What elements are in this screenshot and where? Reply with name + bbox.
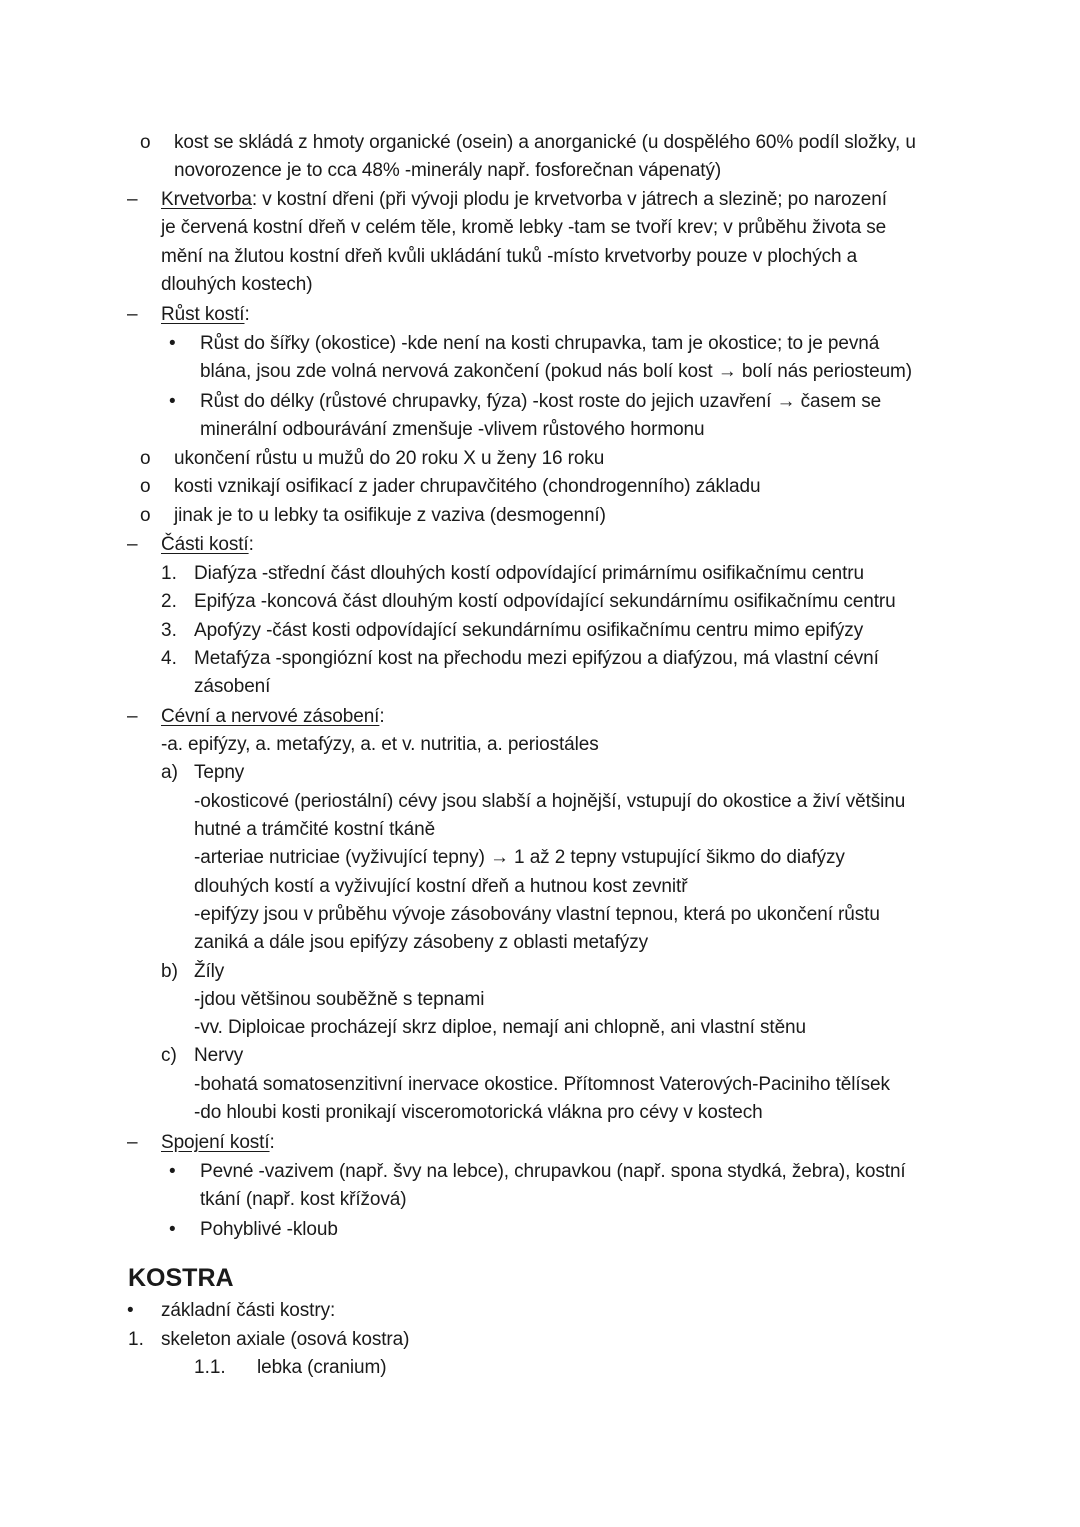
text-line: Pevné -vazivem (např. švy na lebce), chrupavkou (např. spona stydká, žebra), kostní xyxy=(200,1161,906,1182)
text-line: -arteriae nutriciae (vyživující tepny) → 1 až 2 tepny vstupující šikmo do diafýzy xyxy=(194,847,845,868)
list-letter: a) xyxy=(161,762,178,783)
section-title: Růst kostí xyxy=(161,304,245,325)
colon: : xyxy=(244,304,250,325)
colon: : xyxy=(269,1132,275,1153)
text-line: je červená kostní dřeň v celém těle, kromě lebky -tam se tvoří krev; v průběhu života se xyxy=(161,217,887,238)
dash-bullet: – xyxy=(127,534,138,555)
text-line: minerální odbourávání zmenšuje -vlivem růstového hormonu xyxy=(200,419,705,440)
colon: : xyxy=(379,706,385,727)
text-line: mění na žlutou kostní dřeň kvůli ukládání tuků -místo krvetvorby pouze v plochých a xyxy=(161,246,858,267)
colon: : xyxy=(248,534,254,555)
circle-bullet: o xyxy=(140,448,151,469)
text-line: jinak je to u lebky ta osifikuje z vaziva (desmogenní) xyxy=(174,505,606,526)
subsection-title: Tepny xyxy=(194,762,245,783)
list-item: lebka (cranium) xyxy=(257,1357,387,1378)
section-rust xyxy=(161,303,250,327)
circle-bullet: o xyxy=(140,132,151,153)
section-krvetvorba xyxy=(161,188,887,212)
list-item: Metafýza -spongiózní kost na přechodu mezi epifýzou a diafýzou, má vlastní cévní xyxy=(194,648,879,669)
text-line: -do hloubi kosti pronikají visceromotorická vlákna pro cévy v kostech xyxy=(194,1102,763,1123)
list-item: skeleton axiale (osová kostra) xyxy=(161,1329,410,1350)
section-casti xyxy=(161,533,254,557)
text-line: dlouhých kostech) xyxy=(161,274,313,295)
text-line: Růst do délky (růstové chrupavky, fýza) -kost roste do jejich uzavření → časem se xyxy=(200,391,882,412)
text-line: -jdou většinou souběžně s tepnami xyxy=(194,989,485,1010)
dash-bullet: – xyxy=(127,706,138,727)
text-line: tkání (např. kost křížová) xyxy=(200,1189,407,1210)
text-line: blána, jsou zde volná nervová zakončení (pokud nás bolí kost → bolí nás periosteum) xyxy=(200,361,913,382)
section-title: Krvetvorba xyxy=(161,189,252,210)
bullet-dot: • xyxy=(169,333,176,354)
subsection-title: Žíly xyxy=(194,961,225,982)
list-item: Epifýza -koncová část dlouhým kostí odpovídající sekundárnímu osifikačnímu centru xyxy=(194,591,896,612)
text-line: základní části kostry: xyxy=(161,1300,336,1321)
section-spojeni xyxy=(161,1131,275,1155)
list-number: 1.1. xyxy=(194,1357,226,1378)
list-number: 3. xyxy=(161,620,177,641)
list-number: 1. xyxy=(161,563,177,584)
list-item: Apofýzy -část kosti odpovídající sekundárnímu osifikačnímu centru mimo epifýzy xyxy=(194,620,864,641)
text-line: kosti vznikají osifikací z jader chrupavčitého (chondrogenního) základu xyxy=(174,476,761,497)
circle-bullet: o xyxy=(140,476,151,497)
list-number: 4. xyxy=(161,648,177,669)
circle-bullet: o xyxy=(140,505,151,526)
section-title: Části kostí xyxy=(161,534,249,555)
text-line: ukončení růstu u mužů do 20 roku X u ženy 16 roku xyxy=(174,448,605,469)
list-item: Diafýza -střední část dlouhých kostí odpovídající primárnímu osifikačnímu centru xyxy=(194,563,864,584)
list-number: 1. xyxy=(128,1329,144,1350)
text-line: : v kostní dřeni (při vývoji plodu je krvetvorba v játrech a slezině; po narození xyxy=(251,189,887,210)
list-item: zásobení xyxy=(194,676,271,697)
text-line: -epifýzy jsou v průběhu vývoje zásobovány vlastní tepnou, která po ukončení růstu xyxy=(194,904,880,925)
text-line: zaniká a dále jsou epifýzy zásobeny z oblasti metafýzy xyxy=(194,932,649,953)
section-cevni xyxy=(161,705,385,729)
dash-bullet: – xyxy=(127,304,138,325)
subsection-title: Nervy xyxy=(194,1045,244,1066)
list-number: 2. xyxy=(161,591,177,612)
bullet-dot: • xyxy=(127,1300,134,1321)
heading-kostra: KOSTRA xyxy=(128,1264,234,1292)
dash-bullet: – xyxy=(127,189,138,210)
text-line: Pohyblivé -kloub xyxy=(200,1219,338,1240)
text-line: -a. epifýzy, a. metafýzy, a. et v. nutritia, a. periostáles xyxy=(161,734,599,755)
text-line: -okosticové (periostální) cévy jsou slabší a hojnější, vstupují do okostice a živí většinu xyxy=(194,791,906,812)
bullet-dot: • xyxy=(169,1161,176,1182)
text-line: Růst do šířky (okostice) -kde není na kosti chrupavka, tam je okostice; to je pevná xyxy=(200,333,880,354)
text-line: -bohatá somatosenzitivní inervace okostice. Přítomnost Vaterových-Paciniho tělísek xyxy=(194,1074,890,1095)
text-line: novorozence je to cca 48% -minerály např. fosforečnan vápenatý) xyxy=(174,160,722,181)
bullet-dot: • xyxy=(169,1219,176,1240)
text-line: -vv. Diploicae procházejí skrz diploe, nemají ani chlopně, ani vlastní stěnu xyxy=(194,1017,806,1038)
bullet-dot: • xyxy=(169,391,176,412)
text-line: hutné a trámčité kostní tkáně xyxy=(194,819,436,840)
section-title: Cévní a nervové zásobení xyxy=(161,706,380,727)
text-line: kost se skládá z hmoty organické (osein) a anorganické (u dospělého 60% podíl složky, u xyxy=(174,132,916,153)
list-letter: b) xyxy=(161,961,178,982)
dash-bullet: – xyxy=(127,1132,138,1153)
text-line: dlouhých kostí a vyživující kostní dřeň a hutnou kost zevnitř xyxy=(194,876,688,897)
section-title: Spojení kostí xyxy=(161,1132,270,1153)
list-letter: c) xyxy=(161,1045,177,1066)
